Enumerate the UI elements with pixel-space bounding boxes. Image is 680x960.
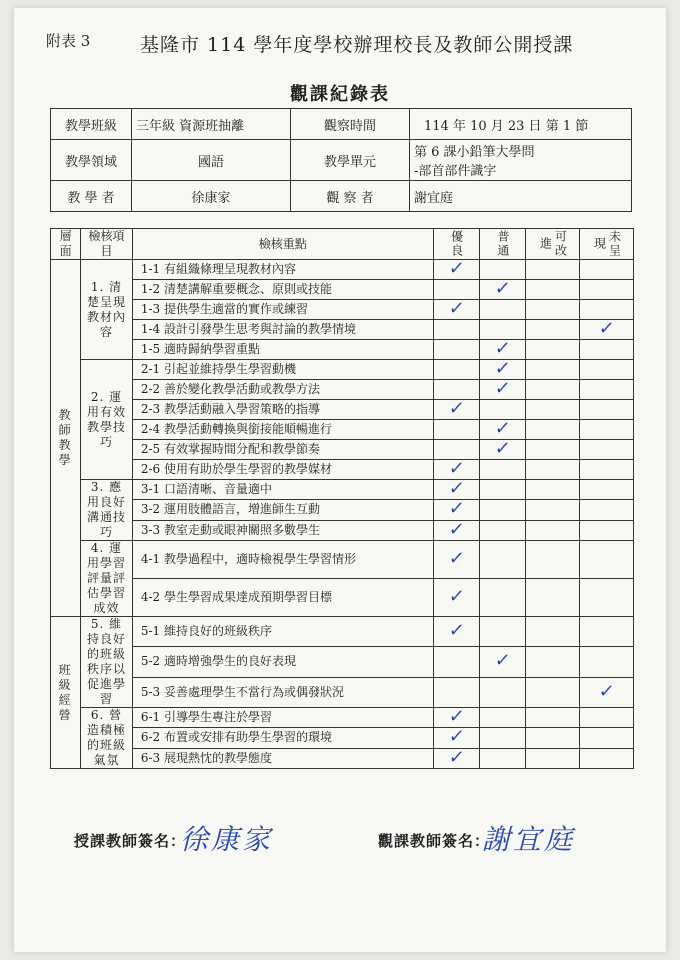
rating-cell[interactable]: [479, 541, 525, 579]
rating-cell[interactable]: [579, 541, 633, 579]
check-mark-icon: ✓: [597, 318, 616, 339]
focus-item: 4-2 學生學習成果達成預期學習目標: [132, 579, 433, 617]
table-row: [51, 617, 634, 647]
rating-cell[interactable]: [433, 320, 479, 340]
rating-cell[interactable]: [579, 748, 633, 768]
table-row: [51, 708, 634, 728]
rating-cell[interactable]: [479, 708, 525, 728]
rating-cell[interactable]: [579, 420, 633, 440]
table-row: [51, 260, 634, 280]
rating-cell[interactable]: [433, 579, 479, 617]
rating-cell[interactable]: [433, 647, 479, 677]
rating-cell[interactable]: [525, 300, 579, 320]
check-mark-icon: ✓: [447, 586, 466, 607]
head-focus: 檢核重點: [132, 229, 433, 260]
rating-cell[interactable]: [479, 400, 525, 420]
focus-item: 5-3 妥善處理學生不當行為或偶發狀況: [132, 677, 433, 707]
focus-item: 1-3 提供學生適當的實作或練習: [132, 300, 433, 320]
rating-cell[interactable]: [479, 260, 525, 280]
rating-cell[interactable]: [579, 500, 633, 520]
check-mark-icon: ✓: [447, 398, 466, 419]
focus-item: 2-3 教學活動融入學習策略的指導: [132, 400, 433, 420]
table-row: [51, 360, 634, 380]
rating-cell[interactable]: [433, 748, 479, 768]
rating-cell[interactable]: [579, 728, 633, 748]
unit-value-line1: 第 6 課小鉛筆大學問: [414, 145, 535, 160]
observer-sign-label: 觀課教師簽名：: [378, 832, 491, 850]
rating-cell[interactable]: [525, 260, 579, 280]
focus-item: 2-4 教學活動轉換與銜接能順暢進行: [132, 420, 433, 440]
check-mark-icon: ✓: [493, 358, 512, 379]
table-row: [51, 280, 634, 300]
check-mark-icon: ✓: [447, 548, 466, 569]
category-cell: 1. 清楚呈現教材內容: [81, 260, 133, 360]
focus-item: 1-2 清楚講解重要概念、原則或技能: [132, 280, 433, 300]
category-cell: 2. 運用有效教學技巧: [81, 360, 133, 480]
rating-cell[interactable]: [433, 541, 479, 579]
rating-cell[interactable]: [433, 677, 479, 707]
head-layer: 層面: [51, 229, 81, 260]
rating-cell[interactable]: [525, 440, 579, 460]
table-row: [51, 440, 634, 460]
check-mark-icon: ✓: [493, 438, 512, 459]
rating-cell[interactable]: [525, 480, 579, 500]
rating-cell[interactable]: [433, 280, 479, 300]
rating-cell[interactable]: [479, 748, 525, 768]
head-excellent: 優良: [433, 229, 479, 260]
head-item: 檢核項目: [81, 229, 133, 260]
rating-cell[interactable]: [579, 460, 633, 480]
rating-cell[interactable]: [433, 617, 479, 647]
teacher-signature: 徐康家: [180, 823, 274, 856]
document-title: 基隆市 114 學年度學校辦理校長及教師公開授課: [140, 34, 574, 56]
table-row: [51, 380, 634, 400]
rating-cell[interactable]: [433, 360, 479, 380]
rating-cell[interactable]: [479, 280, 525, 300]
check-mark-icon: ✓: [447, 746, 466, 768]
focus-item: 1-5 適時歸納學習重點: [132, 340, 433, 360]
rating-cell[interactable]: [479, 617, 525, 647]
check-mark-icon: ✓: [493, 418, 512, 439]
rating-cell[interactable]: [479, 340, 525, 360]
layer-cell: 班級經營: [51, 617, 81, 769]
rating-cell[interactable]: [525, 647, 579, 677]
rating-cell[interactable]: [579, 708, 633, 728]
table-row: [51, 748, 634, 768]
check-mark-icon: ✓: [447, 518, 466, 540]
check-mark-icon: ✓: [447, 298, 466, 319]
info-table: [50, 108, 632, 212]
rating-cell[interactable]: [479, 360, 525, 380]
rating-cell[interactable]: [479, 380, 525, 400]
focus-item: 3-3 教室走動或眼神關照多數學生: [132, 520, 433, 540]
header: [0, 30, 680, 60]
observer-value: 謝宜庭: [410, 181, 632, 212]
rating-cell[interactable]: [479, 579, 525, 617]
rating-cell[interactable]: [525, 748, 579, 768]
observer-signature: 謝宜庭: [482, 823, 576, 856]
focus-item: 1-4 設計引發學生思考與討論的教學情境: [132, 320, 433, 340]
rating-cell[interactable]: [579, 380, 633, 400]
rating-cell[interactable]: [479, 440, 525, 460]
rating-cell[interactable]: [579, 300, 633, 320]
check-mark-icon: ✓: [447, 620, 466, 642]
rating-cell[interactable]: [525, 400, 579, 420]
rating-cell[interactable]: [433, 380, 479, 400]
rating-cell[interactable]: [579, 579, 633, 617]
table-row: [51, 579, 634, 617]
rating-cell[interactable]: [479, 728, 525, 748]
teacher-value: 徐康家: [132, 181, 291, 212]
rating-cell[interactable]: [525, 541, 579, 579]
rating-cell[interactable]: [579, 340, 633, 360]
head-average: 普通: [479, 229, 525, 260]
focus-item: 2-1 引起並維持學生學習動機: [132, 360, 433, 380]
check-mark-icon: ✓: [447, 458, 466, 479]
form-title: 觀課紀錄表: [290, 84, 390, 105]
head-improve: 可改進: [525, 229, 579, 260]
time-value: 114 年 10 月 23 日 第 1 節: [410, 109, 632, 140]
rating-cell[interactable]: [433, 340, 479, 360]
rating-cell[interactable]: [433, 480, 479, 500]
unit-value: [410, 140, 632, 181]
focus-item: 5-2 適時增強學生的良好表現: [132, 647, 433, 677]
rating-cell[interactable]: [525, 420, 579, 440]
category-cell: 6. 營造積極的班級氣氛: [81, 708, 133, 769]
rating-cell[interactable]: [479, 500, 525, 520]
checklist-header: [51, 229, 634, 260]
domain-label: 教學領域: [51, 140, 132, 181]
table-row: [51, 520, 634, 540]
rating-cell[interactable]: [433, 420, 479, 440]
rating-cell[interactable]: [579, 400, 633, 420]
rating-cell[interactable]: [433, 400, 479, 420]
checklist-table: [50, 228, 634, 769]
rating-cell[interactable]: [579, 617, 633, 647]
table-row: [51, 500, 634, 520]
rating-cell[interactable]: [525, 340, 579, 360]
head-not-shown: 未呈現: [579, 229, 633, 260]
table-row: [51, 300, 634, 320]
rating-cell[interactable]: [525, 500, 579, 520]
table-row: [51, 647, 634, 677]
check-mark-icon: ✓: [493, 650, 512, 672]
focus-item: 2-6 使用有助於學生學習的教學媒材: [132, 460, 433, 480]
teacher-sign-label: 授課教師簽名：: [74, 832, 187, 850]
rating-cell[interactable]: [579, 260, 633, 280]
time-label: 觀察時間: [291, 109, 410, 140]
focus-item: 2-5 有效掌握時間分配和教學節奏: [132, 440, 433, 460]
rating-cell[interactable]: [525, 728, 579, 748]
focus-item: 6-3 展現熱忱的教學態度: [132, 748, 433, 768]
rating-cell[interactable]: [579, 677, 633, 707]
class-label: 教學班級: [51, 109, 132, 140]
table-row: [51, 400, 634, 420]
check-mark-icon: ✓: [447, 726, 466, 748]
table-row: [51, 460, 634, 480]
rating-cell[interactable]: [479, 420, 525, 440]
teacher-label: 教 學 者: [51, 181, 132, 212]
category-cell: 3. 應用良好溝通技巧: [81, 480, 133, 541]
rating-cell[interactable]: [433, 460, 479, 480]
rating-cell[interactable]: [525, 708, 579, 728]
rating-cell[interactable]: [433, 520, 479, 540]
rating-cell[interactable]: [579, 360, 633, 380]
table-row: [51, 480, 634, 500]
rating-cell[interactable]: [479, 320, 525, 340]
rating-cell[interactable]: [525, 320, 579, 340]
table-row: [51, 677, 634, 707]
table-row: [51, 320, 634, 340]
rating-cell[interactable]: [579, 280, 633, 300]
rating-cell[interactable]: [525, 360, 579, 380]
checklist-body: [51, 260, 634, 769]
rating-cell[interactable]: [579, 647, 633, 677]
focus-item: 5-1 維持良好的班級秩序: [132, 617, 433, 647]
domain-value: 國語: [132, 140, 291, 181]
check-mark-icon: ✓: [493, 338, 512, 359]
rating-cell[interactable]: [525, 280, 579, 300]
unit-value-line2: -部首部件識字: [414, 164, 497, 179]
rating-cell[interactable]: [479, 520, 525, 540]
rating-cell[interactable]: [479, 300, 525, 320]
rating-cell[interactable]: [525, 617, 579, 647]
table-row: [51, 728, 634, 748]
rating-cell[interactable]: [525, 380, 579, 400]
focus-item: 6-1 引導學生專注於學習: [132, 708, 433, 728]
focus-item: 6-2 布置或安排有助學生學習的環境: [132, 728, 433, 748]
check-mark-icon: ✓: [447, 258, 466, 279]
focus-item: 3-2 運用肢體語言，增進師生互動: [132, 500, 433, 520]
focus-item: 3-1 口語清晰、音量適中: [132, 480, 433, 500]
table-row: [51, 541, 634, 579]
rating-cell[interactable]: [579, 440, 633, 460]
rating-cell[interactable]: [525, 460, 579, 480]
table-row: [51, 340, 634, 360]
check-mark-icon: ✓: [597, 680, 616, 702]
check-mark-icon: ✓: [493, 378, 512, 399]
category-cell: 4. 運用學習評量評估學習成效: [81, 541, 133, 617]
rating-cell[interactable]: [433, 708, 479, 728]
category-cell: 5. 維持良好的班級秩序以促進學習: [81, 617, 133, 708]
table-row: [51, 420, 634, 440]
unit-label: 教學單元: [291, 140, 410, 181]
observer-label: 觀 察 者: [291, 181, 410, 212]
rating-cell[interactable]: [433, 260, 479, 280]
rating-cell[interactable]: [479, 677, 525, 707]
rating-cell[interactable]: [433, 300, 479, 320]
check-mark-icon: ✓: [493, 278, 512, 299]
rating-cell[interactable]: [479, 460, 525, 480]
rating-cell[interactable]: [579, 320, 633, 340]
rating-cell[interactable]: [433, 728, 479, 748]
rating-cell[interactable]: [579, 520, 633, 540]
rating-cell[interactable]: [525, 579, 579, 617]
rating-cell[interactable]: [525, 520, 579, 540]
focus-item: 4-1 教學過程中，適時檢視學生學習情形: [132, 541, 433, 579]
rating-cell[interactable]: [433, 500, 479, 520]
annex-label: 附表 3: [46, 32, 91, 50]
check-mark-icon: ✓: [447, 498, 466, 520]
rating-cell[interactable]: [433, 440, 479, 460]
layer-cell: 教師教學: [51, 260, 81, 617]
rating-cell[interactable]: [479, 647, 525, 677]
check-mark-icon: ✓: [447, 706, 466, 728]
class-value: 三年級 資源班抽離: [132, 109, 291, 140]
rating-cell[interactable]: [525, 677, 579, 707]
focus-item: 1-1 有組織條理呈現教材內容: [132, 260, 433, 280]
rating-cell[interactable]: [579, 480, 633, 500]
check-mark-icon: ✓: [447, 478, 466, 500]
rating-cell[interactable]: [479, 480, 525, 500]
focus-item: 2-2 善於變化教學活動或教學方法: [132, 380, 433, 400]
